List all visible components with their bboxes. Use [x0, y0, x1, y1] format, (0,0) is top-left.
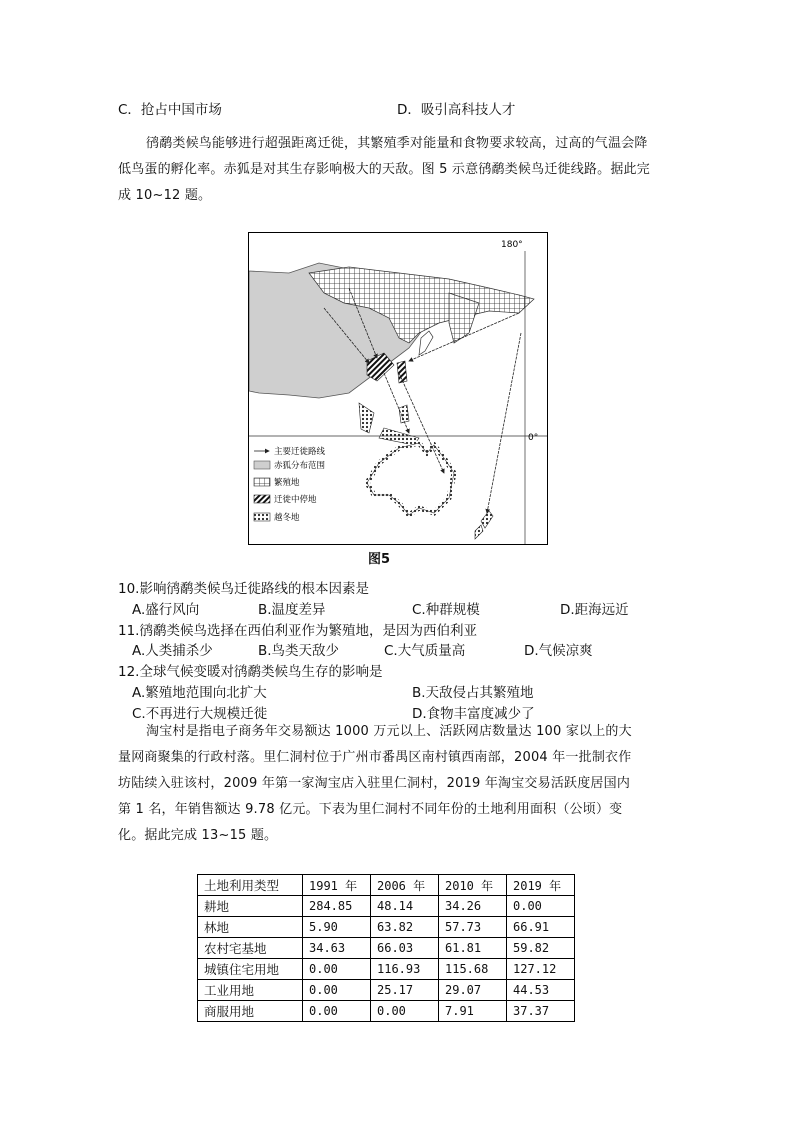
cell: 7.91	[439, 1001, 507, 1022]
q11-option-d: D.气候凉爽	[524, 643, 593, 659]
map-legend	[254, 446, 326, 523]
cell: 37.37	[507, 1001, 575, 1022]
table-header-row	[198, 875, 575, 896]
legend-stopover: 迁徙中停地	[274, 495, 317, 505]
q11-option-a: A.人类捕杀少	[132, 643, 213, 659]
intro2-line2: 量网商聚集的行政村落。里仁洞村位于广州市番禺区南村镇西南部，2004 年一批制衣作	[118, 750, 632, 765]
route-6	[487, 333, 521, 513]
q11-stem: 11.鸻鹬类候鸟选择在西伯利亚作为繁殖地，是因为西伯利亚	[118, 623, 477, 639]
intro2-line1: 淘宝村是指电子商务年交易额达 1000 万元以上、活跃网店数量达 100 家以上的大	[146, 724, 632, 739]
cell: 34.63	[303, 938, 371, 959]
q12-stem: 12.全球气候变暖对鸻鹬类候鸟生存的影响是	[118, 664, 383, 680]
intro1-line3: 成 10~12 题。	[118, 188, 212, 203]
wintering-islands	[359, 403, 419, 445]
legend-breeding: 繁殖地	[274, 478, 300, 488]
q10-option-b: B.温度差异	[258, 602, 326, 618]
row-label: 城镇住宅用地	[198, 959, 303, 980]
option-d-prev: D．吸引高科技人才	[397, 102, 516, 118]
label-180: 180°	[501, 240, 523, 250]
legend-route: 主要迁徙路线	[274, 447, 326, 457]
cell: 66.91	[507, 917, 575, 938]
legend-stopover-symbol	[254, 495, 270, 503]
cell: 57.73	[439, 917, 507, 938]
cell: 25.17	[371, 980, 439, 1001]
cell: 59.82	[507, 938, 575, 959]
legend-wintering: 越冬地	[274, 513, 300, 523]
header-2019: 2019 年	[507, 875, 575, 896]
q12-option-d: D.食物丰富度减少了	[412, 706, 535, 722]
table-row	[198, 1001, 575, 1022]
row-label: 商服用地	[198, 1001, 303, 1022]
q10-option-c: C.种群规模	[412, 602, 480, 618]
table-row	[198, 917, 575, 938]
q12-option-b: B.天敌侵占其繁殖地	[412, 685, 534, 701]
stopover-area-2	[397, 361, 407, 383]
cell: 0.00	[303, 1001, 371, 1022]
cell: 127.12	[507, 959, 575, 980]
header-type: 土地利用类型	[198, 875, 303, 896]
land-use-table	[197, 874, 575, 1022]
q10-stem: 10.影响鸻鹬类候鸟迁徙路线的根本因素是	[118, 581, 369, 597]
q10-option-a: A.盛行风向	[132, 602, 200, 618]
table-row	[198, 896, 575, 917]
cell: 48.14	[371, 896, 439, 917]
cell: 5.90	[303, 917, 371, 938]
legend-fox-symbol	[254, 461, 270, 469]
new-zealand	[475, 511, 493, 539]
table-row	[198, 980, 575, 1001]
intro2-line3: 坊陆续入驻该村，2009 年第一家淘宝店入驻里仁洞村，2019 年淘宝交易活跃度居国内	[118, 776, 631, 791]
cell: 34.26	[439, 896, 507, 917]
cell: 44.53	[507, 980, 575, 1001]
cell: 0.00	[303, 959, 371, 980]
row-label: 农村宅基地	[198, 938, 303, 959]
table-row	[198, 938, 575, 959]
q10-option-d: D.距海远近	[560, 602, 629, 618]
route-3	[384, 373, 409, 433]
cell: 116.93	[371, 959, 439, 980]
header-2010: 2010 年	[439, 875, 507, 896]
cell: 284.85	[303, 896, 371, 917]
cell: 63.82	[371, 917, 439, 938]
row-label: 林地	[198, 917, 303, 938]
cell: 115.68	[439, 959, 507, 980]
legend-breeding-symbol	[254, 478, 270, 486]
cell: 29.07	[439, 980, 507, 1001]
label-0: 0°	[528, 433, 539, 443]
map-svg	[249, 233, 547, 544]
cell: 0.00	[507, 896, 575, 917]
intro1-line1: 鸻鹬类候鸟能够进行超强距离迁徙，其繁殖季对能量和食物要求较高，过高的气温会降	[146, 136, 648, 151]
intro2-line4: 第 1 名，年销售额达 9.78 亿元。下表为里仁洞村不同年份的土地利用面积（公顷）变	[118, 802, 623, 817]
cell: 66.03	[371, 938, 439, 959]
intro1-line2: 低鸟蛋的孵化率。赤狐是对其生存影响极大的天敌。图 5 示意鸻鹬类候鸟迁徙线路。据此完	[118, 162, 650, 177]
q12-option-a: A.繁殖地范围向北扩大	[132, 685, 267, 701]
cell: 0.00	[303, 980, 371, 1001]
row-label: 工业用地	[198, 980, 303, 1001]
q11-option-b: B.鸟类天敌少	[258, 643, 340, 659]
table-row	[198, 959, 575, 980]
cell: 0.00	[371, 1001, 439, 1022]
header-1991: 1991 年	[303, 875, 371, 896]
legend-fox: 赤狐分布范围	[274, 461, 326, 471]
figure-caption: 图5	[368, 552, 391, 567]
option-c-prev: C．抢占中国市场	[118, 102, 222, 118]
migration-map	[248, 232, 548, 545]
legend-wintering-symbol	[254, 513, 270, 521]
cell: 61.81	[439, 938, 507, 959]
q12-option-c: C.不再进行大规模迁徙	[132, 706, 268, 722]
intro2-line5: 化。据此完成 13~15 题。	[118, 828, 278, 843]
row-label: 耕地	[198, 896, 303, 917]
header-2006: 2006 年	[371, 875, 439, 896]
q11-option-c: C.大气质量高	[384, 643, 466, 659]
